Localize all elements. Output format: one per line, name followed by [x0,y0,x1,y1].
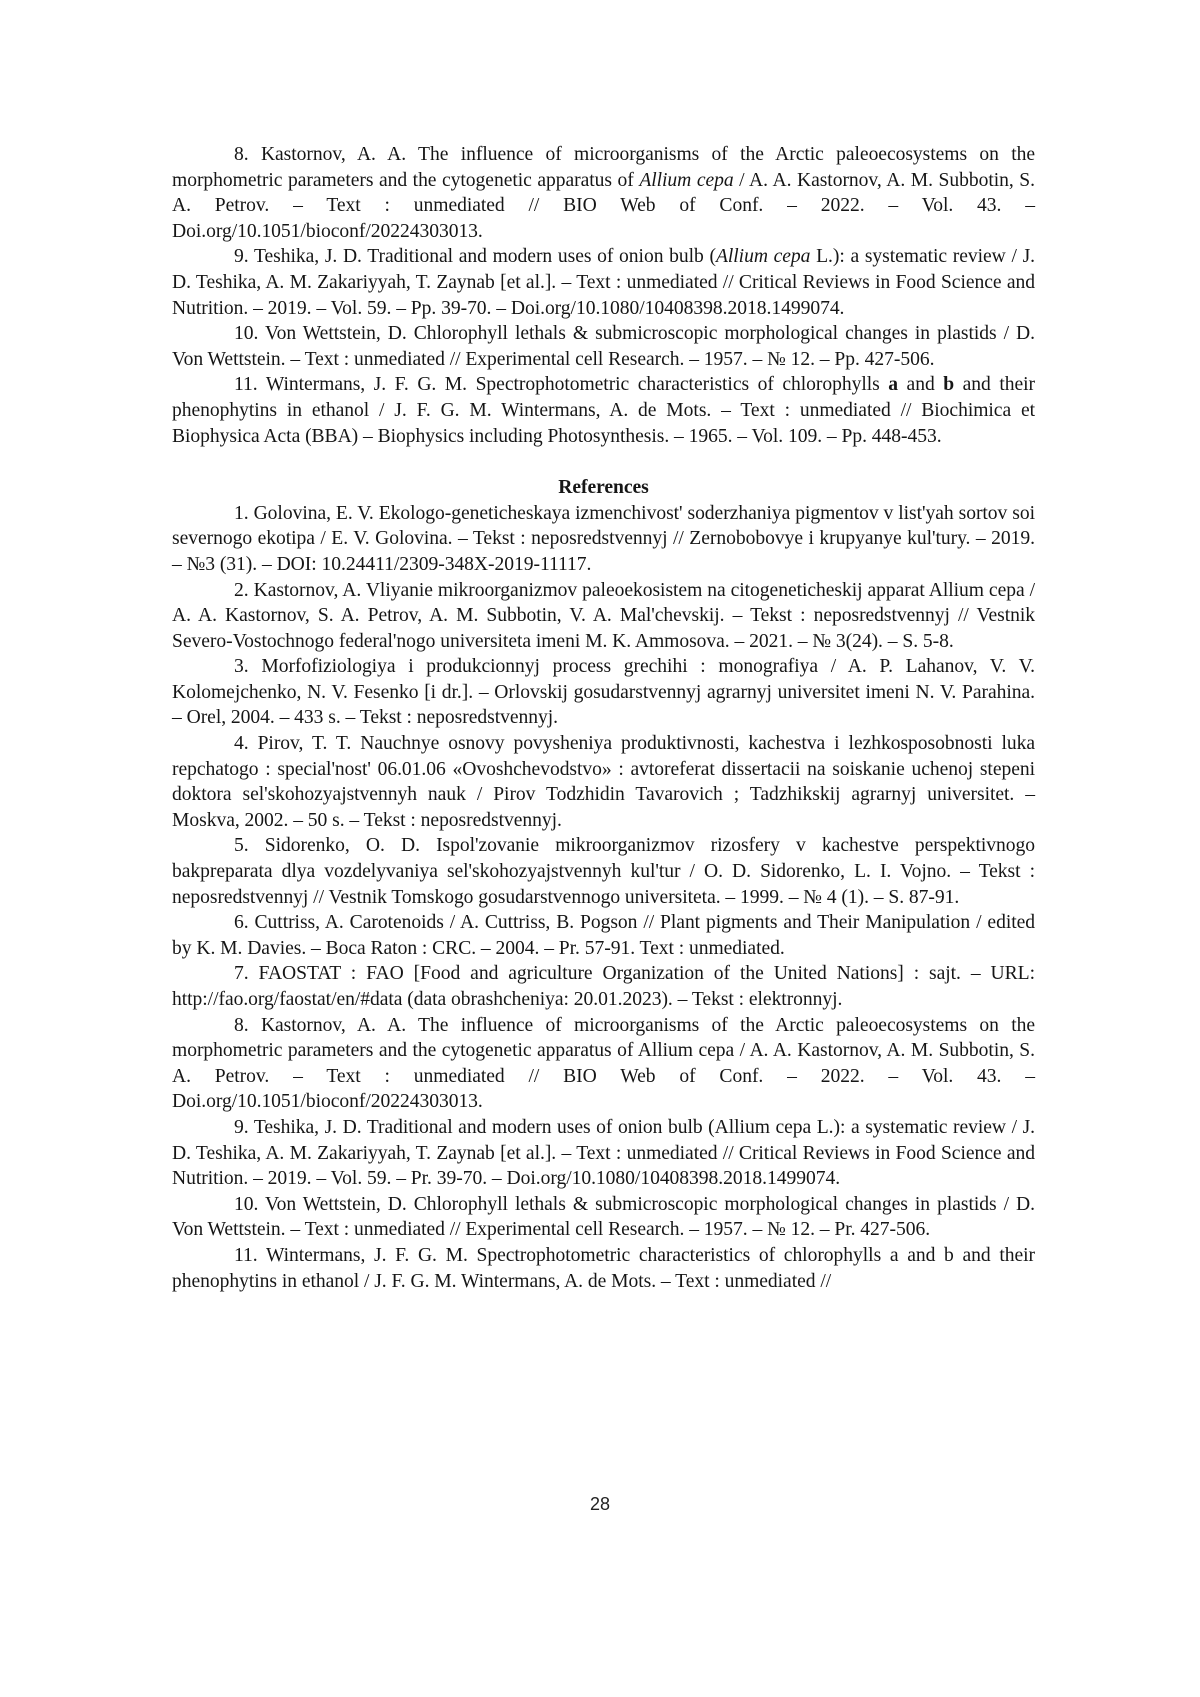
reference-item-11 [172,1243,1035,1294]
reference-number: 7. [234,963,259,984]
reference-item-4 [172,731,1035,833]
reference-text: / A. A. Kastornov, A. M. Subbotin, S. A. Petrov. – Text : unmediated // BIO Web of Conf. – 2022. – Vol. 43. – Doi.org/10.1051/bioconf/20224303013. [172,170,1035,242]
reference-item-1 [172,501,1035,578]
species-name: Allium cepa [639,170,733,191]
reference-number: 8. [234,144,261,165]
reference-text: Kastornov, A. Vliyanie mikroorganizmov paleoekosistem na citogeneticheskij apparat Allium cepa / A. A. Kastornov, S. A. Petrov, A. M. Subbotin, V. A. Mal'chevskij. – Tekst : neposredstvennyj // Vestnik Severo-Vostochnogo federal'nogo universiteta imeni M. K. Ammosova. – 2021. – № 3(24). – S. 5-8. [172,580,1035,652]
reference-text: Pirov, T. T. Nauchnye osnovy povysheniya produktivnosti, kachestva i lezhkosposobnosti luka repchatogo : special'nost' 06.01.06 «Ovoshchevodstvo» : avtoreferat dissertacii na soiskanie uchenoj stepeni doktora sel'skohozyajstvennyh nauk / Pirov Todzhidin Tavarovich ; Tadzhikskij agrarnyj universitet. – Moskva, 2002. – 50 s. – Tekst : neposredstvennyj. [172,733,1035,831]
reference-item-5 [172,833,1035,910]
reference-text: Von Wettstein, D. Chlorophyll lethals & submicroscopic morphological changes in plastids / D. Von Wettstein. – Text : unmediated // Experimental cell Research. – 1957. – № 12. – Pr. 427-506. [172,1194,1035,1241]
reference-number: 9. [234,246,254,267]
reference-text: and [898,374,943,395]
reference-entry-10 [172,321,1035,372]
reference-item-8 [172,1013,1035,1115]
reference-text: FAOSTAT : FAO [Food and agriculture Organization of the United Nations] : sajt. – URL: http://fao.org/faostat/en/#data (data obrashcheniya: 20.01.2023). – Tekst : elektronnyj. [172,963,1035,1010]
page-number: 28 [0,1494,1200,1515]
reference-number: 11. [234,374,266,395]
reference-text: Morfofiziologiya i produkcionnyj process grechihi : monografiya / A. P. Lahanov, V. V. Kolomejchenko, N. V. Fesenko [i dr.]. – Orlovskij gosudarstvennyj agrarnyj universitet imeni N. V. Parahina. – Orel, 2004. – 433 s. – Tekst : neposredstvennyj. [172,656,1035,728]
reference-text: and their phenophytins in ethanol / J. F. G. M. Wintermans, A. de Mots. – Text : unmediated // Biochimica et Biophysica Acta (BBA) – Biophysics including Photosynthesis. – 1965. – Vol. 109. – Pp. 448-453. [172,374,1035,446]
references-list [172,501,1035,1294]
reference-number: 11. [234,1245,266,1266]
reference-text: Golovina, E. V. Ekologo-geneticheskaya izmenchivost' soderzhaniya pigmentov v list'yah sortov soi severnogo ekotipa / E. V. Golovina. – Tekst : neposredstvennyj // Zernobobovye i krupyanye kul'tury. – 2019. – №3 (31). – DOI: 10.24411/2309-348X-2019-11117. [172,503,1035,575]
reference-item-6 [172,910,1035,961]
reference-number: 10. [234,1194,265,1215]
reference-entry-8 [172,142,1035,244]
reference-number: 3. [234,656,261,677]
reference-item-9 [172,1115,1035,1192]
reference-text: Kastornov, A. A. The influence of microorganisms of the Arctic paleoecosystems on the morphometric parameters and the cytogenetic apparatus of Allium cepa / A. A. Kastornov, A. M. Subbotin, S. A. Petrov. – Text : unmediated // BIO Web of Conf. – 2022. – Vol. 43. – Doi.org/10.1051/bioconf/20224303013. [172,1015,1035,1113]
reference-entry-11 [172,372,1035,449]
reference-number: 1. [234,503,254,524]
english-reference-list [172,142,1035,449]
reference-item-2 [172,578,1035,655]
reference-number: 2. [234,580,254,601]
reference-text: Teshika, J. D. Traditional and modern uses of onion bulb (Allium cepa L.): a systematic review / J. D. Teshika, A. M. Zakariyyah, T. Zaynab [et al.]. – Text : unmediated // Critical Reviews in Food Science and Nutrition. – 2019. – Vol. 59. – Pr. 39-70. – Doi.org/10.1080/10408398.2018.1499074. [172,1117,1035,1189]
reference-item-10 [172,1192,1035,1243]
reference-number: 9. [234,1117,254,1138]
species-name: Allium cepa [716,246,810,267]
document-page [172,142,1035,1294]
chlorophyll-a-label: a [888,374,898,395]
reference-number: 4. [234,733,258,754]
reference-text: Sidorenko, O. D. Ispol'zovanie mikroorganizmov rizosfery v kachestve perspektivnogo bakpreparata dlya vozdelyvaniya sel'skohozyajstvennyh kul'tur / O. D. Sidorenko, L. I. Vojno. – Tekst : neposredstvennyj // Vestnik Tomskogo gosudarstvennogo universiteta. – 1999. – № 4 (1). – S. 87-91. [172,835,1035,907]
reference-number: 6. [234,912,255,933]
reference-number: 10. [234,323,265,344]
chlorophyll-b-label: b [943,374,954,395]
reference-item-3 [172,654,1035,731]
reference-number: 8. [234,1015,261,1036]
reference-text: Wintermans, J. F. G. M. Spectrophotometric characteristics of chlorophylls a and b and their phenophytins in ethanol / J. F. G. M. Wintermans, A. de Mots. – Text : unmediated // [172,1245,1035,1292]
reference-entry-9 [172,244,1035,321]
reference-text: Teshika, J. D. Traditional and modern uses of onion bulb ( [254,246,716,267]
reference-item-7 [172,961,1035,1012]
reference-text: Cuttriss, A. Carotenoids / A. Cuttriss, B. Pogson // Plant pigments and Their Manipulation / edited by K. M. Davies. – Boca Raton : CRC. – 2004. – Pr. 57-91. Text : unmediated. [172,912,1035,959]
reference-text: Kastornov, A. A. The influence of microorganisms of the Arctic paleoecosystems on the morphometric parameters and the cytogenetic apparatus of [172,144,1035,191]
reference-text: L.): a systematic review / J. D. Teshika, A. M. Zakariyyah, T. Zaynab [et al.]. – Text : unmediated // Critical Reviews in Food Science and Nutrition. – 2019. – Vol. 59. – Pp. 39-70. – Doi.org/10.1080/10408398.2018.1499074. [172,246,1035,318]
references-heading: References [172,475,1035,501]
reference-number: 5. [234,835,265,856]
reference-text: Wintermans, J. F. G. M. Spectrophotometric characteristics of chlorophylls [266,374,888,395]
reference-text: Von Wettstein, D. Chlorophyll lethals & submicroscopic morphological changes in plastids / D. Von Wettstein. – Text : unmediated // Experimental cell Research. – 1957. – № 12. – Pp. 427-506. [172,323,1035,370]
